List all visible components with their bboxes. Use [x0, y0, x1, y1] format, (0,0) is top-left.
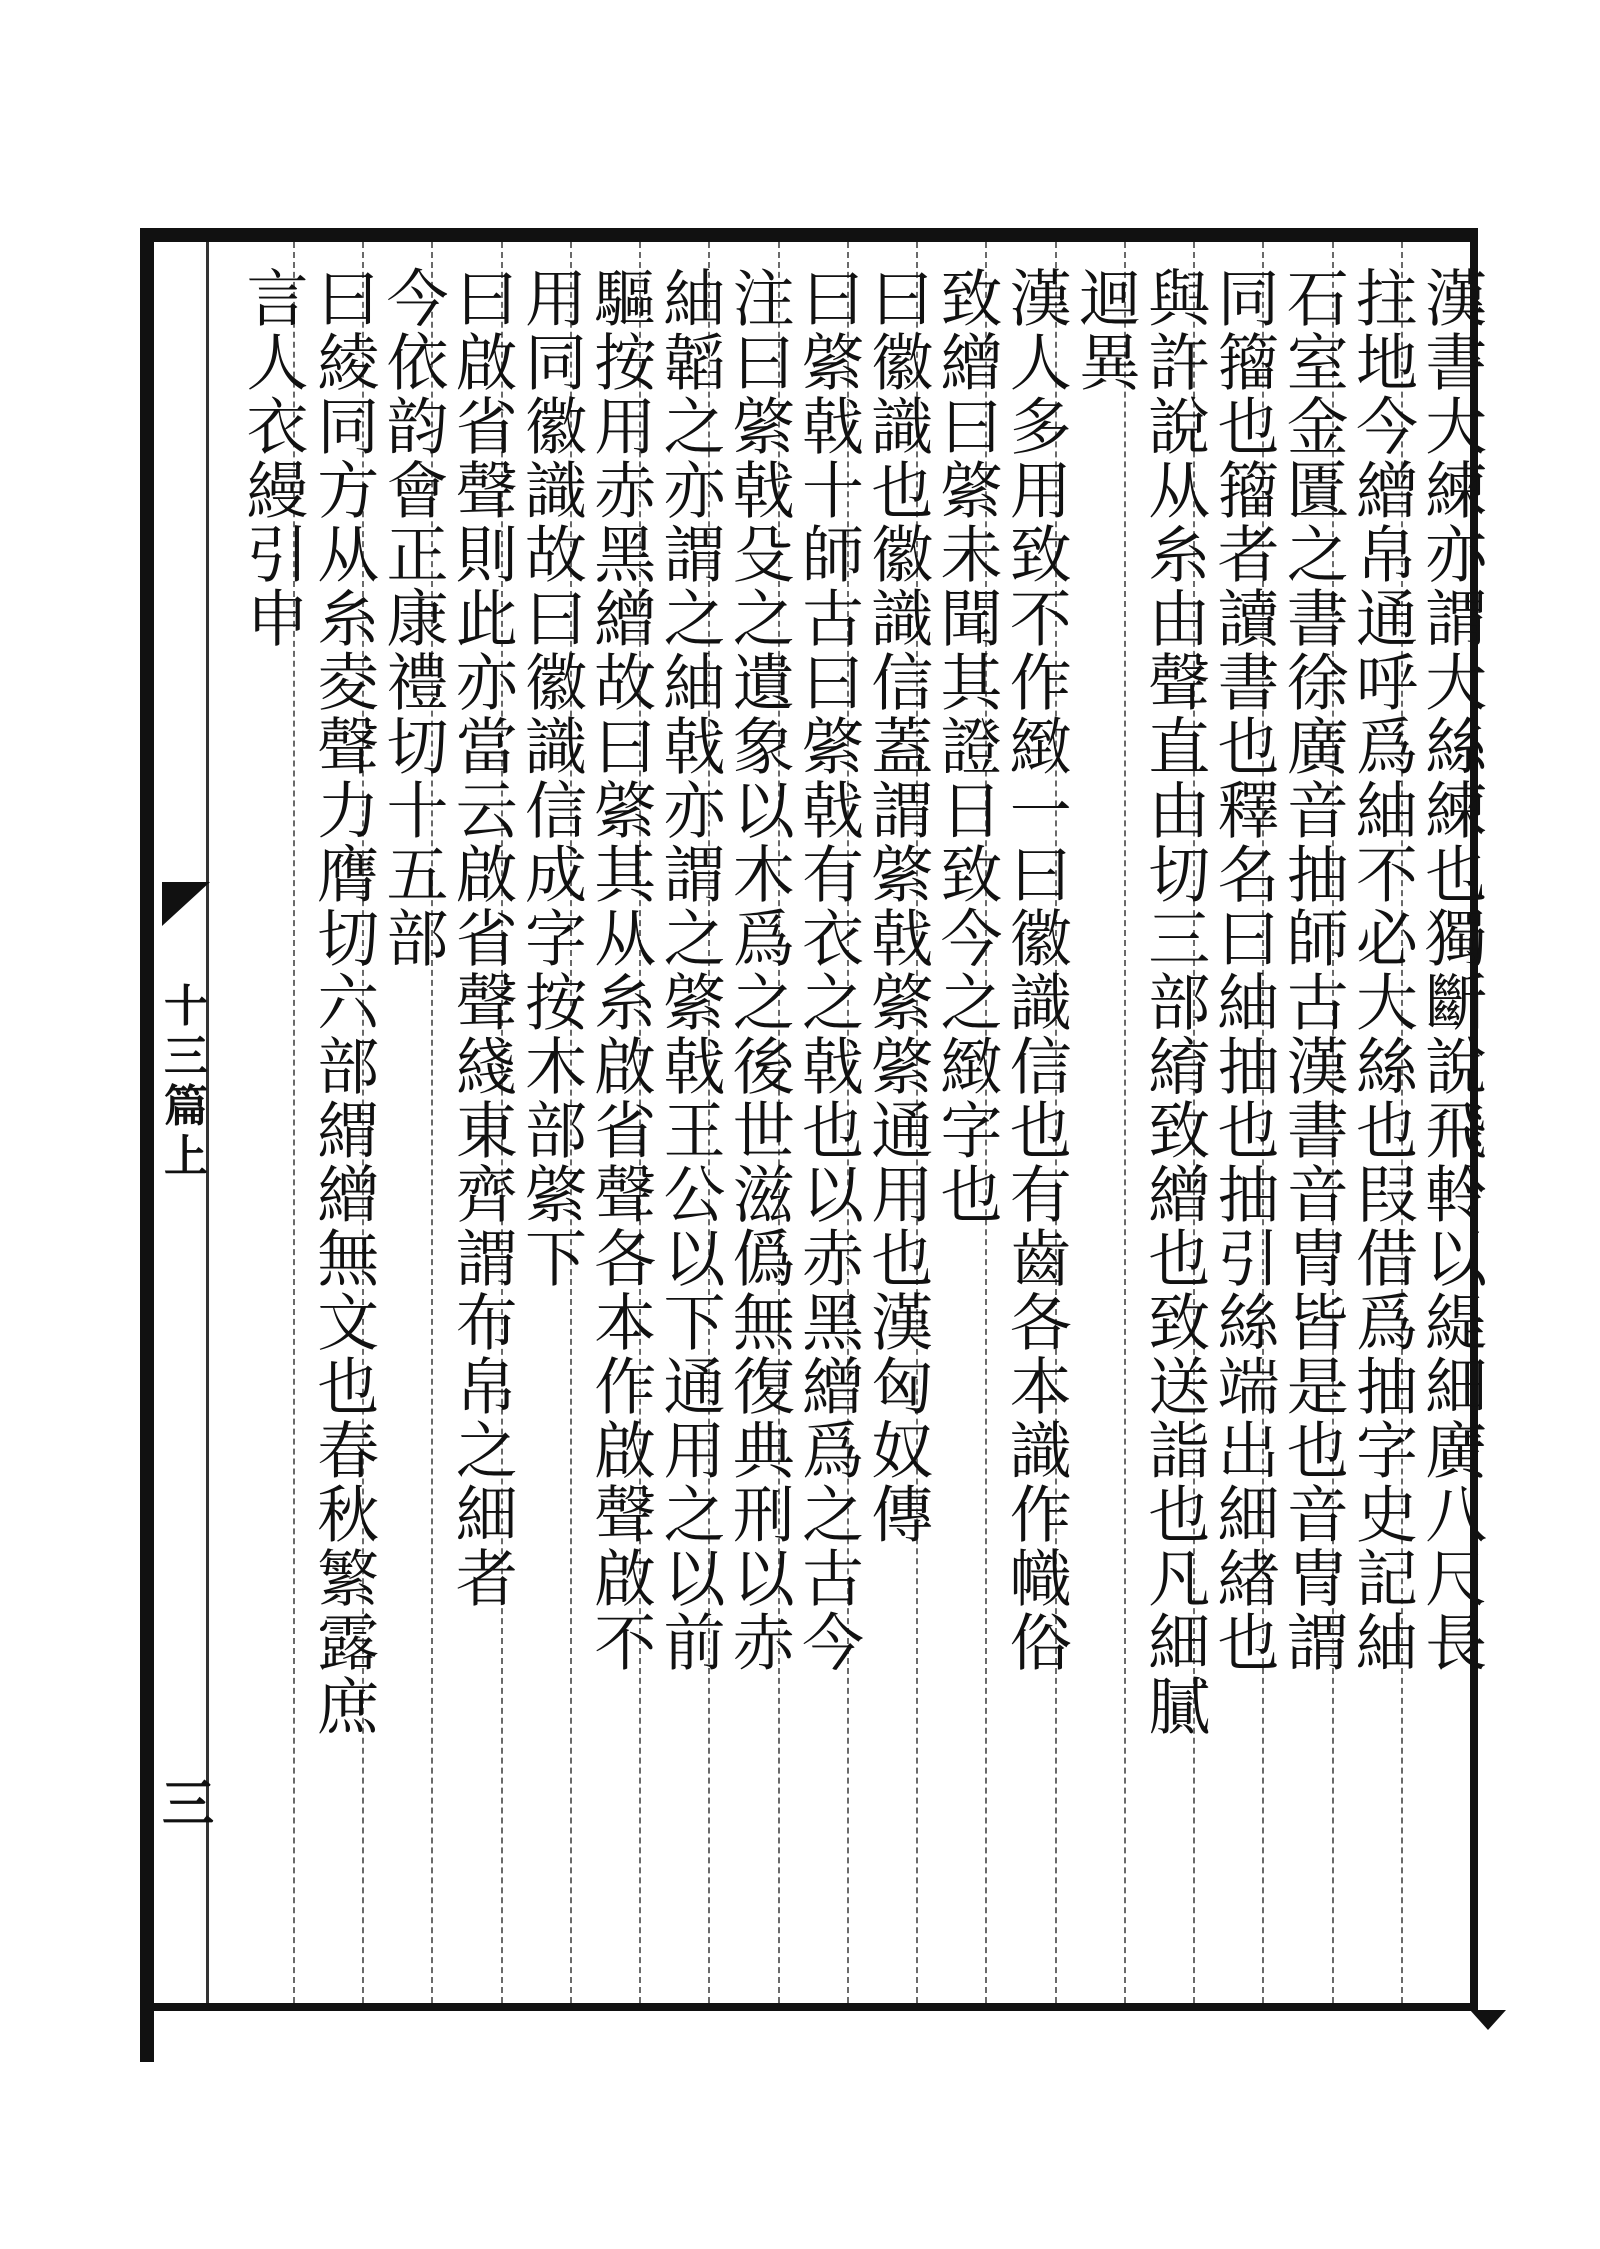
text-columns [224, 242, 1488, 2003]
fishtail-mark [162, 882, 210, 926]
volume-label: 十三篇上 [164, 981, 208, 1182]
column-text: 曰綮戟十師古曰綮戟有衣之戟也以赤黑繒爲之古今 [791, 266, 865, 1674]
column-text: 迴異 [1068, 266, 1142, 394]
column-text: 驅按用赤黑繒故曰綮其从糸啟省聲各本作啟聲啟不 [583, 266, 657, 1674]
folio-number: 三 [162, 1774, 215, 1835]
column-text: 紬韜之亦謂之紬戟亦謂之綮戟王公以下通用之以前 [653, 266, 726, 1674]
top-border-rule [140, 228, 1478, 242]
column-text: 曰啟省聲則此亦當云啟省聲綫東齊謂布帛之細者 [445, 266, 519, 1610]
column-text: 用同徽識故曰徽識信成字按木部綮下 [514, 266, 588, 1290]
column-text: 與許說从糸由聲直由切三部䋭致繒也致送詣也凡細膩 [1137, 266, 1211, 1738]
column-text: 致繒曰綮未聞其證日致今之緻字也 [930, 266, 1003, 1226]
column-text: 曰徽識也徽識信蓋謂綮戟綮綮通用也漢匈奴傳 [860, 266, 934, 1546]
text-column [224, 242, 310, 2003]
column-text: 漢書大練亦謂大絲練也獨斷說飛軨以緹細廣八尺長 [1414, 266, 1488, 1674]
outer-border-left [140, 228, 154, 2062]
column-text: 今依韵會正康禮切十五部 [376, 266, 449, 970]
column-text: 言人衣縵引申 [236, 266, 310, 650]
column-text: 漢人多用致不作緻一曰徽識信也有齒各本識作幟俗 [999, 266, 1073, 1674]
bottom-border-rule [140, 2003, 1478, 2011]
column-text: 同籀也籀者讀書也釋名曰紬抽也抽引絲端出細緖也 [1207, 266, 1280, 1674]
ear-mark [1470, 2010, 1506, 2030]
block-center-spine [154, 242, 215, 2003]
column-text: 石室金匱之書徐廣音抽師古漢書音冑皆是也音冑謂 [1276, 266, 1350, 1674]
column-text: 拄地今繒帛通呼爲紬不必大絲也叚借爲抽字史記紬 [1345, 266, 1419, 1674]
column-text: 曰綾同方从糸夌聲力膺切六部緭繒無文也春秋繁露庶 [306, 266, 380, 1738]
text-column [1124, 242, 1211, 2003]
column-text: 注曰綮戟殳之遺象以木爲之後世滋僞無復典刑以赤 [722, 266, 796, 1674]
page-frame [140, 228, 1488, 2058]
